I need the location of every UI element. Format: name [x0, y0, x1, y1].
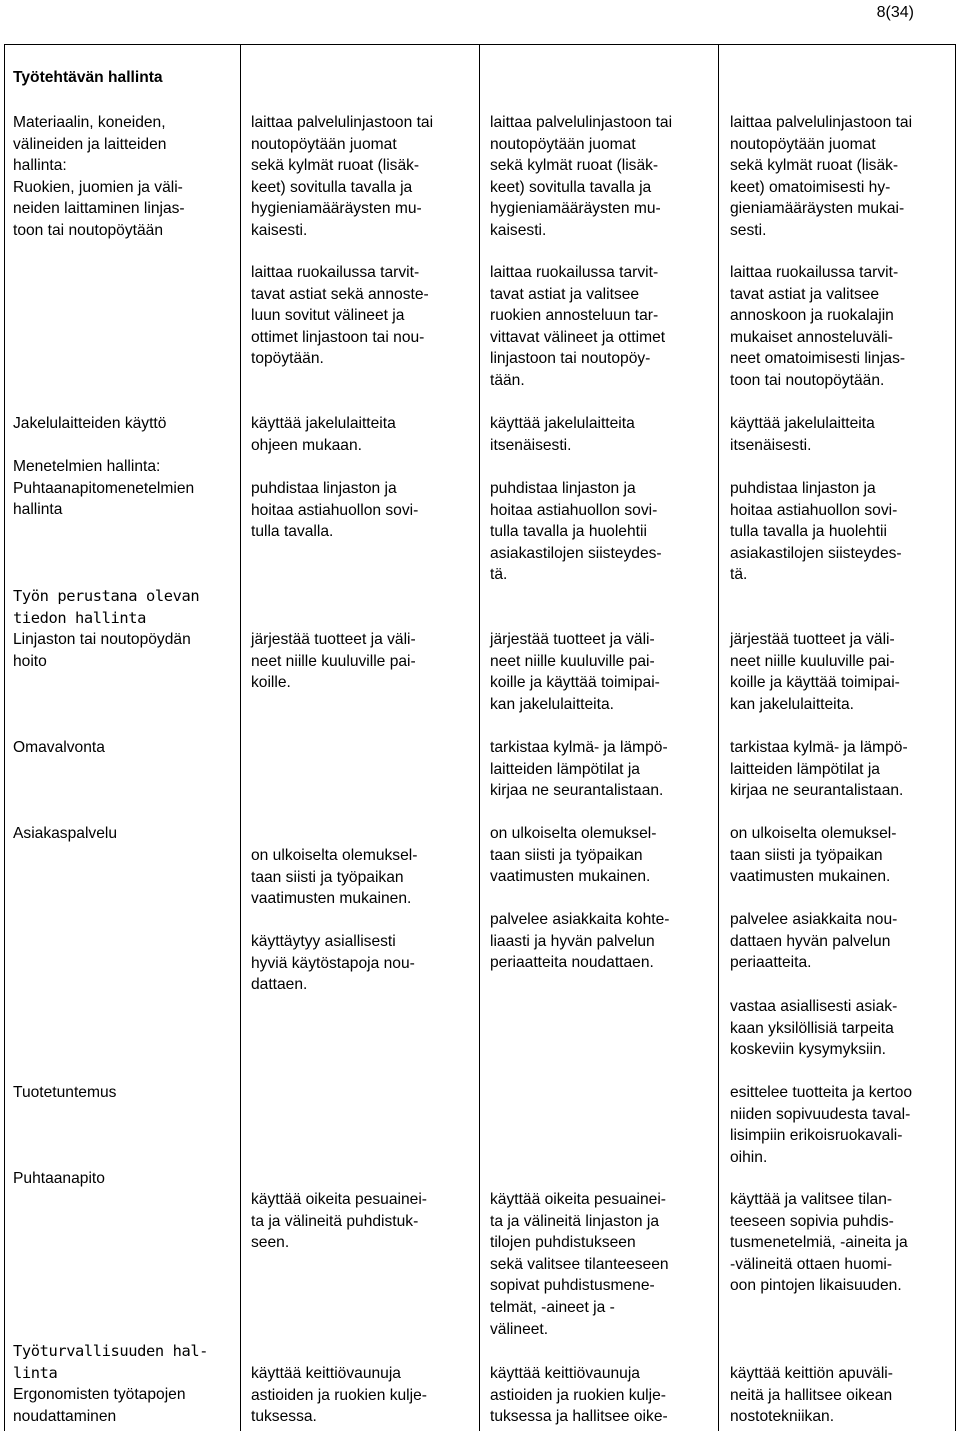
- cell-level-1: laittaa palvelulinjastoon tai noutopöytään juomat sekä kylmät ruoat (lisäk- keet) sovitulla tavalla ja hygieniamääräysten mu- kaisesti.: [251, 114, 434, 239]
- cell-level-1: puhdistaa linjaston ja hoitaa astiahuollon sovi- tulla tavalla.: [251, 480, 419, 541]
- cell-level-2: järjestää tuotteet ja väli- neet niille kuuluville pai- koille ja käyttää toimipai- kan jakelulaitteita.: [490, 631, 660, 713]
- criterion-text: Asiakaspalvelu: [13, 825, 118, 842]
- criterion-text: Ergonomisten työtapojen noudattaminen: [13, 1386, 186, 1425]
- cell-level-1: on ulkoiselta olemuksel- taan siisti ja työpaikan vaatimusten mukainen.: [251, 847, 418, 908]
- cell-level-3: vastaa asiallisesti asiak- kaan yksilöllisiä tarpeita koskeviin kysymyksiin.: [730, 998, 898, 1059]
- cell-level-3: esittelee tuotteita ja kertoo niiden sopivuudesta taval- lisimpiin erikoisruokavali- oihin.: [730, 1084, 913, 1166]
- column-divider: [240, 44, 241, 1431]
- cell-level-1: käyttää oikeita pesuainei- ta ja välineitä puhdistuk- seen.: [251, 1191, 427, 1252]
- cell-level-3: laittaa ruokailussa tarvit- tavat astiat ja valitsee annoskoon ja ruokalajin mukaiset annosteluväli- neet omatoimisesti linjas- toon tai noutopöytään.: [730, 264, 906, 389]
- column-divider: [479, 44, 480, 1431]
- criterion-text: Linjaston tai noutopöydän hoito: [13, 631, 191, 670]
- criterion-text: Tuotetuntemus: [13, 1084, 117, 1101]
- cell-level-1: järjestää tuotteet ja väli- neet niille kuuluville pai- koille.: [251, 631, 416, 692]
- page-number: 8(34): [876, 4, 914, 21]
- cell-level-3: laittaa palvelulinjastoon tai noutopöytään juomat sekä kylmät ruoat (lisäk- keet) omatoimisesti hy- gieniamääräysten mukai- sesti.: [730, 114, 913, 239]
- cell-level-2: tarkistaa kylmä- ja lämpö- laitteiden lämpötilat ja kirjaa ne seurantalistaan.: [490, 739, 668, 800]
- cell-level-1: käyttää jakelulaitteita ohjeen mukaan.: [251, 415, 396, 454]
- cell-level-2: laittaa palvelulinjastoon tai noutopöytään juomat sekä kylmät ruoat (lisäk- keet) sovitulla tavalla ja hygieniamääräysten mu- kaisesti.: [490, 114, 673, 239]
- criterion-heading: Työn perustana olevan tiedon hallinta: [13, 587, 200, 627]
- cell-level-3: käyttää jakelulaitteita itsenäisesti.: [730, 415, 875, 454]
- criterion-text: Menetelmien hallinta: Puhtaanapitomenetelmien hallinta: [13, 458, 195, 519]
- cell-level-2: puhdistaa linjaston ja hoitaa astiahuollon sovi- tulla tavalla ja huolehtii asiakastilojen siisteydes- tä.: [490, 480, 662, 584]
- cell-level-1: käyttäytyy asiallisesti hyviä käytöstapoja nou- dattaen.: [251, 933, 415, 994]
- criterion-heading: Työturvallisuuden hal- linta: [13, 1342, 209, 1382]
- cell-level-3: käyttää ja valitsee tilan- teeseen sopivia puhdis- tusmenetelmiä, -aineita ja -välineitä ottaen huomi- oon pintojen likaisuuden.: [730, 1191, 908, 1295]
- cell-level-2: käyttää oikeita pesuainei- ta ja välineitä linjaston ja tilojen puhdistukseen sekä valitsee tilanteeseen sopivat puhdistusmene- telmät, -aineet ja - välineet.: [490, 1191, 669, 1338]
- criterion-text: Omavalvonta: [13, 739, 105, 756]
- criterion-text: Jakelulaitteiden käyttö: [13, 415, 167, 432]
- cell-level-2: käyttää jakelulaitteita itsenäisesti.: [490, 415, 635, 454]
- cell-level-2: laittaa ruokailussa tarvit- tavat astiat ja valitsee ruokien annosteluun tar- vittavat välineet ja ottimet linjastoon tai noutopöy- tään.: [490, 264, 666, 389]
- criterion-text: Materiaalin, koneiden, välineiden ja laitteiden hallinta: Ruokien, juomien ja väli- neiden laittaminen linjas- toon tai noutopöytään: [13, 114, 185, 239]
- cell-level-3: palvelee asiakkaita nou- dattaen hyvän palvelun periaatteita.: [730, 911, 898, 972]
- cell-level-2: palvelee asiakkaita kohte- liaasti ja hyvän palvelun periaatteita noudattaen.: [490, 911, 670, 972]
- cell-level-1: käyttää keittiövaunuja astioiden ja ruokien kulje- tuksessa.: [251, 1365, 427, 1426]
- cell-level-3: järjestää tuotteet ja väli- neet niille kuuluville pai- koille ja käyttää toimipai- kan jakelulaitteita.: [730, 631, 900, 713]
- cell-level-3: tarkistaa kylmä- ja lämpö- laitteiden lämpötilat ja kirjaa ne seurantalistaan.: [730, 739, 908, 800]
- criterion-text: Puhtaanapito: [13, 1170, 105, 1187]
- cell-level-3: käyttää keittiön apuväli- neitä ja hallitsee oikean nostotekniikan.: [730, 1365, 893, 1426]
- section-title: Työtehtävän hallinta: [13, 69, 163, 86]
- cell-level-2: on ulkoiselta olemuksel- taan siisti ja työpaikan vaatimusten mukainen.: [490, 825, 657, 886]
- column-divider: [718, 44, 719, 1431]
- cell-level-3: puhdistaa linjaston ja hoitaa astiahuollon sovi- tulla tavalla ja huolehtii asiakastilojen siisteydes- tä.: [730, 480, 902, 584]
- cell-level-2: käyttää keittiövaunuja astioiden ja ruokien kulje- tuksessa ja hallitsee oike-: [490, 1365, 668, 1426]
- cell-level-1: laittaa ruokailussa tarvit- tavat astiat sekä annoste- luun sovitut välineet ja ottimet linjastoon tai nou- topöytään.: [251, 264, 429, 368]
- cell-level-3: on ulkoiselta olemuksel- taan siisti ja työpaikan vaatimusten mukainen.: [730, 825, 897, 886]
